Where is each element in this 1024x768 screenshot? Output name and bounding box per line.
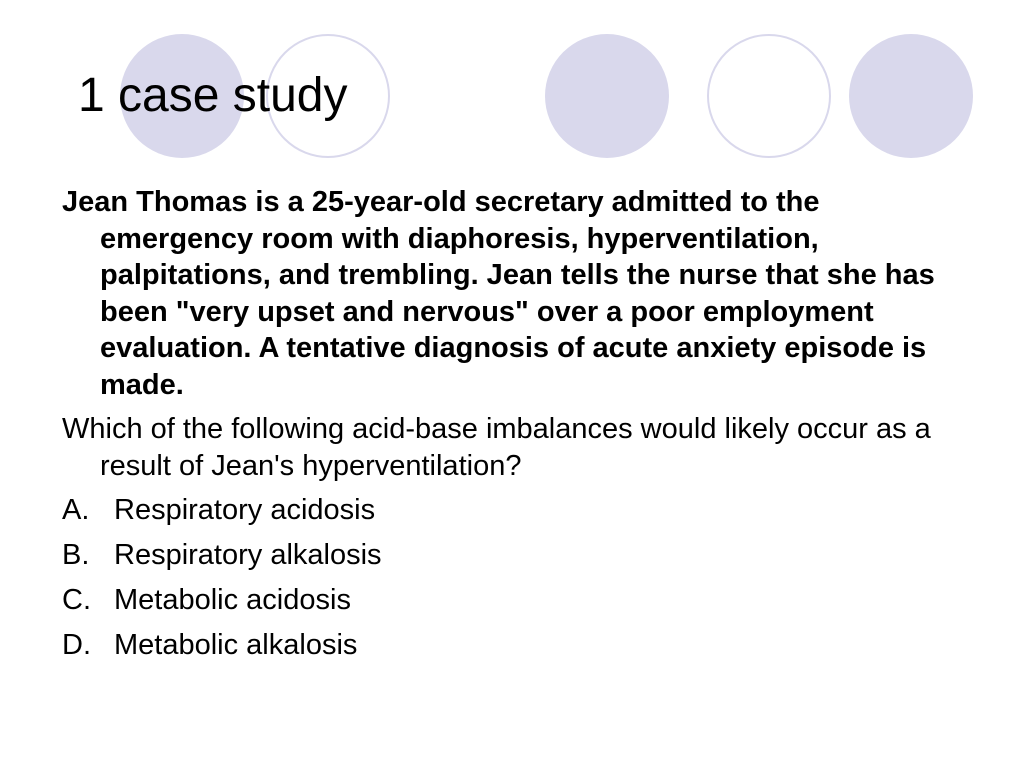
option-letter: C. <box>62 584 91 616</box>
answer-option-d <box>62 627 962 664</box>
option-letter: A. <box>62 494 90 526</box>
option-text: Metabolic alkalosis <box>114 629 358 661</box>
option-letter: D. <box>62 629 91 661</box>
answer-option-b <box>62 537 962 574</box>
decorative-circle-filled <box>849 34 973 158</box>
option-text: Respiratory acidosis <box>114 494 376 526</box>
answer-option-a <box>62 492 962 529</box>
slide-title: 1 case study <box>78 69 348 122</box>
option-text: Metabolic acidosis <box>114 584 351 616</box>
case-scenario: Jean Thomas is a 25-year-old secretary admitted to the emergency room with diaphoresis, hyperventilation, palpitations, and trembling. Jean tells the nurse that she has been "very upset and nervous" over a poor employment evaluation. A tentative diagnosis of acute anxiety episode is made. <box>62 186 935 401</box>
question-text: Which of the following acid-base imbalances would likely occur as a result of Jean's hyperventilation? <box>62 413 931 482</box>
decorative-circle-filled <box>545 34 669 158</box>
slide-body <box>62 184 962 672</box>
option-text: Respiratory alkalosis <box>114 539 382 571</box>
answer-option-c <box>62 582 962 619</box>
option-letter: B. <box>62 539 90 571</box>
decorative-circle-outline <box>707 34 831 158</box>
